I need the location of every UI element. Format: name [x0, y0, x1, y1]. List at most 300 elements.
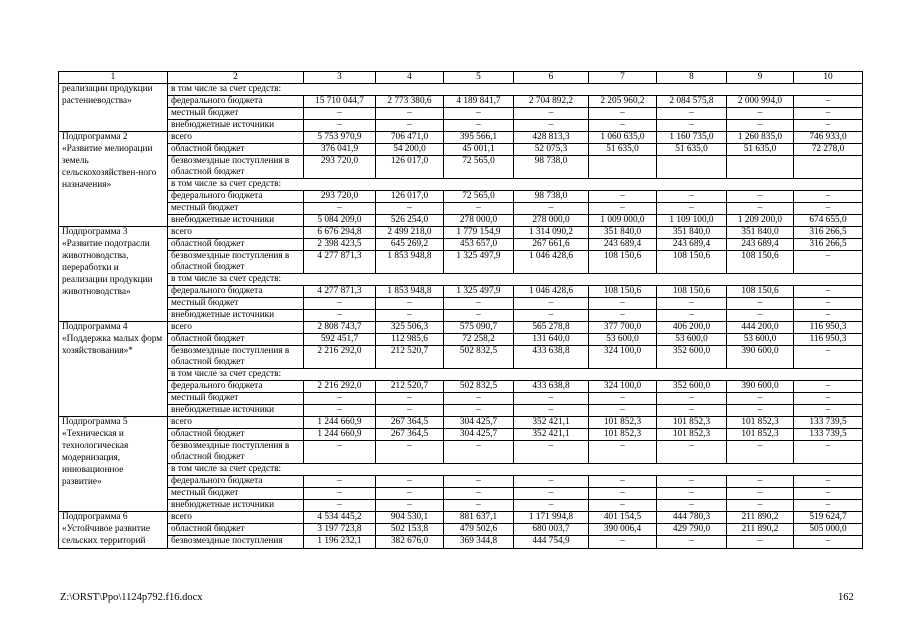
table-row [59, 108, 863, 120]
value-cell: 267 364,5 [376, 417, 444, 429]
value-cell: – [794, 536, 863, 548]
value-cell: – [727, 120, 794, 132]
value-cell: – [794, 286, 863, 298]
table-row [59, 227, 863, 239]
value-cell: 352 600,0 [657, 381, 727, 393]
value-cell: 2 704 892,2 [514, 96, 589, 108]
value-cell: – [794, 441, 863, 464]
value-cell: 324 100,0 [589, 346, 657, 369]
header-cell: 9 [727, 72, 794, 84]
funding-source-cell: безвозмездные поступления в областной бюджет [168, 346, 304, 369]
value-cell: 352 421,1 [514, 417, 589, 429]
value-cell: 1 046 428,6 [514, 251, 589, 274]
value-cell: – [657, 393, 727, 405]
value-cell: 316 266,5 [794, 227, 863, 239]
value-cell: – [657, 476, 727, 488]
value-cell: 881 637,1 [444, 512, 514, 524]
value-cell: – [589, 203, 657, 215]
value-cell [794, 156, 863, 179]
value-cell: – [514, 120, 589, 132]
value-cell: 2 000 994,0 [727, 96, 794, 108]
funding-source-cell: внебюджетные источники [168, 120, 304, 132]
value-cell: 502 832,5 [444, 381, 514, 393]
value-cell: 406 200,0 [657, 322, 727, 334]
value-cell: 243 689,4 [727, 239, 794, 251]
value-cell: 453 657,0 [444, 239, 514, 251]
value-cell: 325 506,3 [376, 322, 444, 334]
funding-source-cell: всего [168, 322, 304, 334]
value-cell: – [589, 405, 657, 417]
value-cell: – [589, 476, 657, 488]
value-cell: – [657, 441, 727, 464]
value-cell: 116 950,3 [794, 334, 863, 346]
value-cell: – [304, 120, 376, 132]
funding-source-cell: внебюджетные источники [168, 405, 304, 417]
value-cell: – [376, 393, 444, 405]
table-row [59, 334, 863, 346]
funding-source-cell: федерального бюджета [168, 191, 304, 203]
value-cell: – [376, 108, 444, 120]
table-row [59, 381, 863, 393]
value-cell: 54 200,0 [376, 144, 444, 156]
program-name-cell: Подпрограмма 2 «Развитие мелиорации земель сельскохозяйствен-ного назначения» [59, 132, 168, 227]
header-cell: 3 [304, 72, 376, 84]
value-cell: – [794, 381, 863, 393]
value-cell: – [727, 310, 794, 322]
table-row [59, 132, 863, 144]
value-cell: – [727, 476, 794, 488]
table-row [59, 144, 863, 156]
value-cell: 243 689,4 [657, 239, 727, 251]
program-name-cell: Подпрограмма 6 «Устойчивое развитие сельских территорий [59, 512, 168, 549]
value-cell: 479 502,6 [444, 524, 514, 536]
value-cell: 502 153,8 [376, 524, 444, 536]
table-row [59, 346, 863, 369]
value-cell: – [514, 393, 589, 405]
funding-source-cell: федерального бюджета [168, 96, 304, 108]
funding-source-cell: всего [168, 512, 304, 524]
funding-source-cell: безвозмездные поступления в областной бюджет [168, 441, 304, 464]
funding-source-cell: всего [168, 417, 304, 429]
table-row [59, 524, 863, 536]
value-cell: 1 109 100,0 [657, 215, 727, 227]
value-cell: – [376, 441, 444, 464]
value-cell: 108 150,6 [727, 286, 794, 298]
value-cell: 390 600,0 [727, 381, 794, 393]
value-cell: 72 565,0 [444, 191, 514, 203]
value-cell: 1 171 994,8 [514, 512, 589, 524]
value-cell: 278 000,0 [444, 215, 514, 227]
value-cell: 108 150,6 [657, 251, 727, 274]
header-cell: 5 [444, 72, 514, 84]
value-cell: 51 635,0 [657, 144, 727, 156]
value-cell: – [589, 298, 657, 310]
value-cell: 101 852,3 [589, 417, 657, 429]
funding-source-cell: в том числе за счет средств: [168, 274, 863, 286]
value-cell: 304 425,7 [444, 429, 514, 441]
value-cell: 53 600,0 [657, 334, 727, 346]
table-row [59, 274, 863, 286]
value-cell: – [589, 120, 657, 132]
value-cell: – [589, 488, 657, 500]
table-row [59, 476, 863, 488]
value-cell: – [794, 346, 863, 369]
value-cell: – [444, 500, 514, 512]
value-cell: – [514, 405, 589, 417]
value-cell: 211 890,2 [727, 512, 794, 524]
funding-source-cell: областной бюджет [168, 239, 304, 251]
value-cell: – [514, 441, 589, 464]
value-cell: – [794, 500, 863, 512]
value-cell: – [444, 441, 514, 464]
value-cell: – [589, 536, 657, 548]
value-cell: – [794, 203, 863, 215]
table-row [59, 393, 863, 405]
value-cell: 108 150,6 [589, 251, 657, 274]
funding-source-cell: областной бюджет [168, 429, 304, 441]
value-cell: – [444, 476, 514, 488]
value-cell: 243 689,4 [589, 239, 657, 251]
value-cell: 212 520,7 [376, 381, 444, 393]
value-cell: 502 832,5 [444, 346, 514, 369]
value-cell: 390 006,4 [589, 524, 657, 536]
funding-source-cell: федерального бюджета [168, 476, 304, 488]
value-cell: – [514, 298, 589, 310]
value-cell: 401 154,5 [589, 512, 657, 524]
value-cell: – [657, 536, 727, 548]
value-cell: – [444, 203, 514, 215]
value-cell: 72 278,0 [794, 144, 863, 156]
funding-source-cell: внебюджетные источники [168, 500, 304, 512]
value-cell: 304 425,7 [444, 417, 514, 429]
value-cell: 131 640,0 [514, 334, 589, 346]
header-cell: 4 [376, 72, 444, 84]
value-cell: 1 196 232,1 [304, 536, 376, 548]
value-cell: – [304, 488, 376, 500]
table-row [59, 251, 863, 274]
value-cell: 53 600,0 [589, 334, 657, 346]
value-cell: 133 739,5 [794, 429, 863, 441]
value-cell: – [304, 310, 376, 322]
value-cell: 51 635,0 [589, 144, 657, 156]
funding-source-cell: всего [168, 227, 304, 239]
value-cell: 2 216 292,0 [304, 346, 376, 369]
value-cell: 108 150,6 [589, 286, 657, 298]
value-cell: – [304, 405, 376, 417]
value-cell: 2 808 743,7 [304, 322, 376, 334]
value-cell: – [444, 393, 514, 405]
table-row [59, 156, 863, 179]
funding-source-cell: в том числе за счет средств: [168, 179, 863, 191]
value-cell: 1 209 200,0 [727, 215, 794, 227]
value-cell: – [589, 108, 657, 120]
value-cell: 98 738,0 [514, 156, 589, 179]
value-cell: 101 852,3 [727, 429, 794, 441]
value-cell: 2 773 380,6 [376, 96, 444, 108]
value-cell: 1 060 635,0 [589, 132, 657, 144]
value-cell: 680 003,7 [514, 524, 589, 536]
value-cell: – [304, 298, 376, 310]
table-row [59, 239, 863, 251]
value-cell: 526 254,0 [376, 215, 444, 227]
value-cell: 267 661,6 [514, 239, 589, 251]
value-cell: 519 624,7 [794, 512, 863, 524]
value-cell: 433 638,8 [514, 346, 589, 369]
value-cell: 352 421,1 [514, 429, 589, 441]
value-cell: 1 325 497,9 [444, 251, 514, 274]
value-cell: – [794, 251, 863, 274]
value-cell: – [514, 500, 589, 512]
value-cell: 108 150,6 [727, 251, 794, 274]
value-cell: – [444, 120, 514, 132]
funding-source-cell: безвозмездные поступления [168, 536, 304, 548]
value-cell: – [727, 441, 794, 464]
table-row [59, 286, 863, 298]
value-cell: 112 985,6 [376, 334, 444, 346]
table-row [59, 191, 863, 203]
value-cell: 444 200,0 [727, 322, 794, 334]
value-cell: – [304, 108, 376, 120]
value-cell: – [376, 310, 444, 322]
value-cell: 565 278,8 [514, 322, 589, 334]
value-cell: 746 933,0 [794, 132, 863, 144]
value-cell: – [657, 405, 727, 417]
table-row [59, 369, 863, 381]
value-cell: 2 084 575,8 [657, 96, 727, 108]
value-cell: 429 790,0 [657, 524, 727, 536]
value-cell: – [444, 488, 514, 500]
value-cell: – [727, 298, 794, 310]
header-cell: 1 [59, 72, 168, 84]
funding-source-cell: всего [168, 132, 304, 144]
value-cell: – [444, 310, 514, 322]
value-cell: – [794, 298, 863, 310]
value-cell: 5 753 970,9 [304, 132, 376, 144]
value-cell: 2 398 423,5 [304, 239, 376, 251]
value-cell: – [794, 120, 863, 132]
value-cell: 1 009 000,0 [589, 215, 657, 227]
value-cell: 51 635,0 [727, 144, 794, 156]
table-body [59, 72, 863, 549]
value-cell: – [376, 120, 444, 132]
value-cell: 293 720,0 [304, 156, 376, 179]
funding-source-cell: местный бюджет [168, 203, 304, 215]
value-cell: 390 600,0 [727, 346, 794, 369]
value-cell: – [376, 488, 444, 500]
value-cell: 706 471,0 [376, 132, 444, 144]
value-cell: – [376, 476, 444, 488]
funding-source-cell: областной бюджет [168, 334, 304, 346]
value-cell: – [794, 476, 863, 488]
value-cell [727, 156, 794, 179]
value-cell: – [727, 393, 794, 405]
value-cell: – [444, 298, 514, 310]
table-row [59, 417, 863, 429]
value-cell: – [376, 405, 444, 417]
value-cell: 904 530,1 [376, 512, 444, 524]
value-cell: – [514, 310, 589, 322]
value-cell: – [727, 191, 794, 203]
program-name-cell: Подпрограмма 3 «Развитие подотрасли животноводства, переработки и реализации продукции животноводства» [59, 227, 168, 322]
table-row [59, 536, 863, 548]
value-cell: 6 676 294,8 [304, 227, 376, 239]
value-cell: 1 853 948,8 [376, 251, 444, 274]
value-cell: 444 780,3 [657, 512, 727, 524]
value-cell: 369 344,8 [444, 536, 514, 548]
value-cell: – [657, 191, 727, 203]
value-cell: 1 853 948,8 [376, 286, 444, 298]
funding-source-cell: местный бюджет [168, 108, 304, 120]
value-cell: – [657, 298, 727, 310]
value-cell: 1 244 660,9 [304, 429, 376, 441]
funding-source-cell: в том числе за счет средств: [168, 464, 863, 476]
header-row [59, 72, 863, 84]
value-cell: – [657, 488, 727, 500]
value-cell: 351 840,0 [727, 227, 794, 239]
funding-source-cell: внебюджетные источники [168, 310, 304, 322]
value-cell: – [657, 120, 727, 132]
value-cell: – [304, 441, 376, 464]
value-cell: 316 266,5 [794, 239, 863, 251]
value-cell: 15 710 044,7 [304, 96, 376, 108]
header-cell: 7 [589, 72, 657, 84]
value-cell: 433 638,8 [514, 381, 589, 393]
value-cell: 98 738,0 [514, 191, 589, 203]
program-name-cell: Подпрограмма 5 «Техническая и технологическая модернизация, инновационное развитие» [59, 417, 168, 512]
value-cell: 133 739,5 [794, 417, 863, 429]
value-cell: 72 258,2 [444, 334, 514, 346]
value-cell: – [589, 500, 657, 512]
table-row [59, 179, 863, 191]
value-cell: 351 840,0 [657, 227, 727, 239]
value-cell: 428 813,3 [514, 132, 589, 144]
value-cell: 2 216 292,0 [304, 381, 376, 393]
value-cell: 4 277 871,3 [304, 286, 376, 298]
value-cell: 1 244 660,9 [304, 417, 376, 429]
value-cell: 351 840,0 [589, 227, 657, 239]
value-cell: 53 600,0 [727, 334, 794, 346]
table-row [59, 405, 863, 417]
value-cell: – [304, 393, 376, 405]
value-cell: 2 205 960,2 [589, 96, 657, 108]
value-cell: 2 499 218,0 [376, 227, 444, 239]
value-cell: – [444, 405, 514, 417]
value-cell: 116 950,3 [794, 322, 863, 334]
table-row [59, 488, 863, 500]
funding-source-cell: областной бюджет [168, 144, 304, 156]
value-cell [657, 156, 727, 179]
value-cell: 72 565,0 [444, 156, 514, 179]
value-cell: – [304, 500, 376, 512]
value-cell: – [304, 476, 376, 488]
program-name-cell: Подпрограмма 4 «Поддержка малых форм хозяйствования»* [59, 322, 168, 417]
value-cell: – [794, 96, 863, 108]
value-cell: 101 852,3 [589, 429, 657, 441]
value-cell: 324 100,0 [589, 381, 657, 393]
value-cell: – [304, 203, 376, 215]
value-cell: 126 017,0 [376, 156, 444, 179]
value-cell: 5 084 209,0 [304, 215, 376, 227]
value-cell: 592 451,7 [304, 334, 376, 346]
value-cell: – [727, 108, 794, 120]
value-cell: – [514, 108, 589, 120]
value-cell [589, 156, 657, 179]
funding-source-cell: внебюджетные источники [168, 215, 304, 227]
value-cell: – [514, 203, 589, 215]
value-cell: – [794, 488, 863, 500]
value-cell: 377 700,0 [589, 322, 657, 334]
value-cell: 108 150,6 [657, 286, 727, 298]
value-cell: 674 655,0 [794, 215, 863, 227]
table-row [59, 120, 863, 132]
value-cell: – [727, 488, 794, 500]
value-cell: 45 001,1 [444, 144, 514, 156]
table-row [59, 429, 863, 441]
funding-source-cell: федерального бюджета [168, 381, 304, 393]
value-cell: – [444, 108, 514, 120]
value-cell: – [376, 203, 444, 215]
funding-source-cell: местный бюджет [168, 488, 304, 500]
table-row [59, 512, 863, 524]
value-cell: – [376, 500, 444, 512]
funding-source-cell: местный бюджет [168, 298, 304, 310]
funding-source-cell: в том числе за счет средств: [168, 369, 863, 381]
value-cell: 3 197 723,8 [304, 524, 376, 536]
value-cell: – [727, 536, 794, 548]
value-cell: 352 600,0 [657, 346, 727, 369]
funding-source-cell: местный бюджет [168, 393, 304, 405]
table-row [59, 96, 863, 108]
value-cell: 278 000,0 [514, 215, 589, 227]
table-row [59, 322, 863, 334]
value-cell: – [794, 310, 863, 322]
header-cell: 2 [168, 72, 304, 84]
value-cell: 376 041,9 [304, 144, 376, 156]
funding-source-cell: в том числе за счет средств: [168, 84, 863, 96]
value-cell: – [589, 441, 657, 464]
value-cell: – [589, 393, 657, 405]
value-cell: 101 852,3 [657, 429, 727, 441]
value-cell: 4 189 841,7 [444, 96, 514, 108]
value-cell: 575 090,7 [444, 322, 514, 334]
value-cell: 1 046 428,6 [514, 286, 589, 298]
value-cell: – [727, 405, 794, 417]
budget-table [58, 71, 863, 549]
value-cell: 444 754,9 [514, 536, 589, 548]
value-cell: – [657, 108, 727, 120]
value-cell: – [514, 488, 589, 500]
value-cell: 267 364,5 [376, 429, 444, 441]
value-cell: 395 566,1 [444, 132, 514, 144]
value-cell: 101 852,3 [727, 417, 794, 429]
header-cell: 10 [794, 72, 863, 84]
value-cell: – [376, 298, 444, 310]
value-cell: 101 852,3 [657, 417, 727, 429]
table-row [59, 441, 863, 464]
value-cell: 4 277 871,3 [304, 251, 376, 274]
page-number: 162 [838, 592, 854, 603]
value-cell: 1 160 735,0 [657, 132, 727, 144]
value-cell: 1 260 835,0 [727, 132, 794, 144]
funding-source-cell: безвозмездные поступления в областной бюджет [168, 251, 304, 274]
value-cell: 293 720,0 [304, 191, 376, 203]
value-cell: 1 325 497,9 [444, 286, 514, 298]
value-cell: 505 000,0 [794, 524, 863, 536]
value-cell: – [657, 310, 727, 322]
value-cell: – [657, 500, 727, 512]
funding-source-cell: федерального бюджета [168, 286, 304, 298]
value-cell: 4 534 445,2 [304, 512, 376, 524]
